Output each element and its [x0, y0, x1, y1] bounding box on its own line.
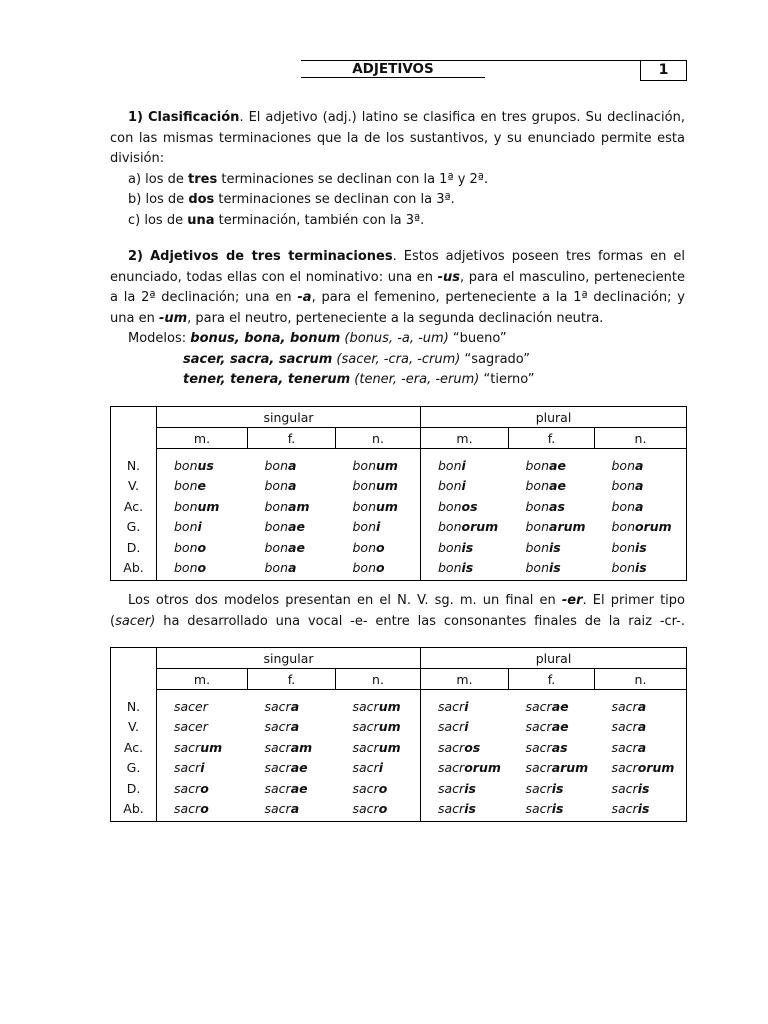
word-ending: um: [200, 739, 223, 755]
word-ending: o: [378, 801, 388, 817]
word-stem: bon: [264, 457, 289, 473]
word-stem: sacr: [174, 739, 201, 755]
word-stem: bon: [438, 457, 462, 473]
table-corner: [111, 407, 157, 449]
word-ending: um: [378, 739, 401, 755]
word-ending: a: [637, 719, 647, 735]
word-form: [421, 690, 509, 717]
word-form: [595, 717, 687, 738]
word-form: [248, 558, 336, 581]
word-ending: um: [376, 457, 398, 473]
word-stem: bon: [611, 457, 636, 473]
word-form: [157, 758, 248, 779]
gender-header: m.: [157, 669, 248, 690]
word-ending: a: [635, 498, 644, 514]
paragraph-line: división:: [110, 151, 165, 166]
word-ending: is: [635, 560, 647, 576]
word-ending: um: [197, 498, 220, 514]
word-ending: i: [461, 478, 466, 494]
word-ending: is: [464, 801, 476, 817]
word-ending: is: [549, 539, 561, 555]
word-stem: bon: [438, 478, 462, 494]
word-form: [595, 799, 687, 822]
word-form: [595, 690, 687, 717]
word-stem: sacr: [438, 780, 465, 796]
word-ending: as: [551, 739, 568, 755]
list-item: c) los de una terminación, también con la 3ª.: [128, 212, 425, 228]
word-form: [421, 737, 509, 758]
gender-header: n.: [595, 669, 687, 690]
word-ending: a: [290, 801, 300, 817]
word-ending: i: [197, 519, 202, 535]
word-stem: sacr: [352, 739, 379, 755]
word-ending: is: [461, 539, 474, 555]
word-ending: ae: [551, 719, 569, 735]
word-stem: bon: [352, 539, 377, 555]
word-form: [336, 690, 421, 717]
word-form: [157, 690, 248, 717]
word-form: [509, 778, 595, 799]
list-item: b) los de dos terminaciones se declinan con la 3ª.: [128, 192, 455, 207]
word-ending: um: [376, 498, 398, 514]
word-stem: sacr: [525, 780, 552, 796]
word-stem: sacr: [438, 698, 465, 714]
word-stem: bon: [525, 498, 550, 514]
word-stem: sacr: [525, 719, 552, 735]
word-form: [421, 449, 509, 476]
word-form: [248, 449, 336, 476]
word-form: [595, 517, 687, 538]
word-stem: sacr: [264, 760, 291, 776]
word-form: [157, 517, 248, 538]
word-stem: bon: [352, 478, 377, 494]
word-form: [509, 558, 595, 581]
word-form: [157, 558, 248, 581]
gender-header: m.: [157, 428, 248, 449]
word-stem: bon: [264, 478, 289, 494]
word-ending: i: [376, 519, 381, 535]
word-ending: is: [637, 780, 650, 796]
word-ending: o: [378, 780, 388, 796]
case-label: V.: [111, 717, 157, 738]
case-label: Ac.: [111, 737, 157, 758]
declension-table-bonus: [110, 406, 687, 581]
page-title: ADJETIVOS: [301, 62, 485, 78]
word-stem: sacr: [264, 739, 291, 755]
word-form: [336, 537, 421, 558]
gender-header: n.: [595, 428, 687, 449]
word-stem: sacer: [174, 719, 208, 735]
paragraph-otros-modelos: [110, 591, 685, 632]
gender-header: m.: [421, 669, 509, 690]
word-form: [595, 537, 687, 558]
word-form: [248, 717, 336, 738]
table-row: [111, 537, 687, 558]
word-stem: sacr: [438, 719, 465, 735]
word-ending: a: [288, 457, 297, 473]
singular-header: singular: [157, 648, 421, 669]
word-stem: bon: [174, 478, 198, 494]
word-form: [157, 537, 248, 558]
word-ending: ae: [290, 760, 308, 776]
word-ending: o: [200, 780, 209, 796]
table-corner: [111, 648, 157, 690]
word-form: [509, 690, 595, 717]
word-stem: bon: [352, 498, 377, 514]
word-ending: is: [549, 560, 561, 576]
word-stem: bon: [264, 560, 289, 576]
word-form: [421, 558, 509, 581]
case-label: D.: [111, 778, 157, 799]
paragraph-line: 2) Adjetivos de tres terminaciones. Estos adjetivos poseen tres formas en el: [128, 249, 685, 264]
word-ending: a: [637, 739, 647, 755]
word-ending: um: [378, 698, 401, 714]
word-form: [157, 799, 248, 822]
word-form: [595, 737, 687, 758]
word-stem: bon: [525, 560, 550, 576]
word-ending: orum: [461, 519, 499, 535]
word-ending: arum: [549, 519, 586, 535]
word-stem: sacr: [525, 739, 552, 755]
word-form: [336, 476, 421, 497]
table-row: [111, 717, 687, 738]
word-stem: bon: [174, 560, 198, 576]
word-stem: sacr: [174, 780, 201, 796]
paragraph-line: enunciado, todas ellas con el nominativo: una en -us, para el masculino, perteneciente: [110, 269, 685, 285]
gender-header: f.: [509, 669, 595, 690]
table-row: [111, 778, 687, 799]
paragraph-line: con las mismas terminaciones que la de los sustantivos, y su enunciado permite esta: [110, 130, 685, 146]
word-ending: o: [197, 539, 207, 555]
word-form: [248, 537, 336, 558]
model-line: tener, tenera, tenerum (tener, -era, -erum) “tierno”: [183, 372, 535, 387]
word-ending: am: [288, 498, 310, 514]
word-stem: sacr: [525, 760, 552, 776]
word-stem: sacr: [352, 698, 379, 714]
word-form: [595, 476, 687, 497]
singular-header: singular: [157, 407, 421, 428]
word-ending: i: [464, 698, 469, 714]
word-ending: o: [376, 539, 385, 555]
plural-header: plural: [421, 648, 687, 669]
word-form: [336, 799, 421, 822]
word-stem: bon: [525, 519, 550, 535]
word-form: [336, 737, 421, 758]
word-stem: sacr: [438, 739, 465, 755]
word-stem: bon: [438, 560, 462, 576]
table-row: [111, 476, 687, 497]
word-stem: sacr: [174, 760, 201, 776]
word-stem: sacr: [611, 719, 638, 735]
word-stem: bon: [174, 457, 198, 473]
section-heading: Clasificación: [148, 110, 240, 125]
word-stem: sacr: [174, 801, 201, 817]
word-form: [421, 799, 509, 822]
word-ending: o: [200, 801, 209, 817]
word-stem: sacr: [264, 801, 291, 817]
word-form: [595, 496, 687, 517]
word-form: [157, 476, 248, 497]
word-stem: sacr: [264, 698, 291, 714]
word-ending: os: [464, 739, 481, 755]
word-ending: is: [461, 560, 474, 576]
word-form: [421, 778, 509, 799]
word-form: [336, 558, 421, 581]
word-form: [421, 496, 509, 517]
word-ending: a: [290, 698, 300, 714]
word-form: [421, 476, 509, 497]
word-stem: bon: [264, 498, 289, 514]
word-stem: bon: [352, 560, 377, 576]
word-form: [595, 558, 687, 581]
gender-header: f.: [248, 669, 336, 690]
word-ending: i: [461, 457, 466, 473]
word-ending: ae: [288, 539, 305, 555]
list-item: a) los de tres terminaciones se declinan con la 1ª y 2ª.: [128, 171, 489, 187]
word-stem: sacr: [611, 801, 638, 817]
word-stem: sacr: [611, 760, 638, 776]
gender-header: n.: [336, 428, 421, 449]
word-form: [248, 799, 336, 822]
gender-header: n.: [336, 669, 421, 690]
case-label: N.: [111, 690, 157, 717]
word-stem: sacr: [525, 801, 552, 817]
table-row: [111, 737, 687, 758]
word-form: [336, 717, 421, 738]
word-form: [509, 496, 595, 517]
section-tres-terminaciones: [110, 247, 685, 391]
word-form: [509, 517, 595, 538]
word-form: [509, 799, 595, 822]
word-stem: sacr: [525, 698, 552, 714]
word-stem: bon: [611, 539, 636, 555]
paragraph-line: una en -um, para el neutro, perteneciente a la segunda declinación neutra.: [110, 310, 604, 326]
word-stem: bon: [352, 457, 377, 473]
word-ending: os: [461, 498, 478, 514]
word-stem: bon: [611, 498, 636, 514]
word-stem: sacr: [611, 698, 638, 714]
word-form: [336, 517, 421, 538]
word-stem: sacr: [352, 780, 379, 796]
word-ending: um: [378, 719, 401, 735]
word-stem: bon: [264, 539, 289, 555]
table-row: [111, 558, 687, 581]
model-line: sacer, sacra, sacrum (sacer, -cra, -crum) “sagrado”: [183, 351, 531, 367]
word-stem: bon: [611, 478, 636, 494]
word-ending: um: [376, 478, 398, 494]
word-form: [248, 758, 336, 779]
word-ending: ae: [551, 698, 569, 714]
word-form: [336, 496, 421, 517]
word-form: [509, 758, 595, 779]
word-stem: bon: [438, 498, 462, 514]
table-row: [111, 449, 687, 476]
table-row: [111, 517, 687, 538]
word-form: [421, 537, 509, 558]
table-row: [111, 496, 687, 517]
gender-header: m.: [421, 428, 509, 449]
word-stem: sacr: [352, 719, 379, 735]
case-label: D.: [111, 537, 157, 558]
word-form: [509, 717, 595, 738]
section-heading: Adjetivos de tres terminaciones: [150, 249, 393, 264]
word-ending: i: [200, 760, 205, 776]
case-label: Ac.: [111, 496, 157, 517]
word-stem: sacr: [438, 801, 465, 817]
word-form: [248, 517, 336, 538]
word-form: [248, 737, 336, 758]
word-stem: bon: [525, 539, 550, 555]
word-form: [248, 476, 336, 497]
word-stem: bon: [352, 519, 377, 535]
word-ending: arum: [551, 760, 589, 776]
plural-header: plural: [421, 407, 687, 428]
word-ending: ae: [549, 457, 566, 473]
word-form: [509, 449, 595, 476]
word-stem: sacr: [264, 719, 291, 735]
model-line: Modelos: bonus, bona, bonum (bonus, -a, -um) “bueno”: [128, 331, 507, 346]
word-form: [595, 778, 687, 799]
word-form: [509, 537, 595, 558]
word-ending: orum: [635, 519, 672, 535]
word-form: [336, 778, 421, 799]
table-row: [111, 799, 687, 822]
word-ending: e: [197, 478, 206, 494]
word-ending: a: [635, 457, 644, 473]
word-stem: sacer: [174, 698, 208, 714]
word-form: [595, 758, 687, 779]
case-label: Ab.: [111, 799, 157, 822]
word-form: [157, 496, 248, 517]
word-ending: is: [551, 780, 564, 796]
word-form: [595, 449, 687, 476]
word-stem: bon: [611, 560, 636, 576]
case-label: N.: [111, 449, 157, 476]
paragraph-line: (sacer) ha desarrollado una vocal -e- entre las consonantes finales de la raiz -cr-.: [110, 613, 685, 629]
word-ending: o: [197, 560, 207, 576]
table-row: [111, 690, 687, 717]
word-stem: bon: [438, 539, 462, 555]
section-clasificacion: [110, 108, 685, 231]
word-form: [157, 778, 248, 799]
word-stem: sacr: [611, 739, 638, 755]
word-stem: sacr: [611, 780, 638, 796]
paragraph-line: a la 2ª declinación; una en -a, para el femenino, perteneciente a la 1ª declinación; y: [110, 290, 686, 305]
word-form: [336, 449, 421, 476]
word-ending: a: [290, 719, 300, 735]
table-row: [111, 758, 687, 779]
gender-header: f.: [248, 428, 336, 449]
word-form: [421, 758, 509, 779]
word-stem: sacr: [438, 760, 465, 776]
paragraph-line: 1) Clasificación. El adjetivo (adj.) latino se clasifica en tres grupos. Su declinación,: [128, 110, 685, 125]
word-ending: o: [376, 560, 385, 576]
word-ending: is: [551, 801, 564, 817]
word-stem: bon: [174, 539, 198, 555]
word-stem: sacr: [264, 780, 291, 796]
word-ending: a: [288, 560, 297, 576]
word-stem: bon: [525, 457, 550, 473]
page-number-box: 1: [640, 60, 687, 81]
word-ending: ae: [290, 780, 308, 796]
word-stem: bon: [264, 519, 289, 535]
word-ending: as: [549, 498, 565, 514]
gender-header: f.: [509, 428, 595, 449]
word-form: [157, 717, 248, 738]
word-ending: us: [197, 457, 214, 473]
word-stem: bon: [611, 519, 636, 535]
word-stem: bon: [174, 519, 198, 535]
case-label: G.: [111, 758, 157, 779]
word-ending: a: [637, 698, 647, 714]
word-ending: ae: [549, 478, 566, 494]
word-stem: bon: [525, 478, 550, 494]
word-ending: a: [288, 478, 297, 494]
word-ending: is: [464, 780, 476, 796]
word-form: [157, 737, 248, 758]
word-form: [336, 758, 421, 779]
word-form: [248, 690, 336, 717]
word-stem: sacr: [352, 760, 379, 776]
word-ending: a: [635, 478, 644, 494]
case-label: G.: [111, 517, 157, 538]
word-stem: bon: [174, 498, 198, 514]
case-label: Ab.: [111, 558, 157, 581]
word-form: [157, 449, 248, 476]
word-ending: ae: [288, 519, 305, 535]
word-form: [421, 517, 509, 538]
word-form: [421, 717, 509, 738]
word-stem: bon: [438, 519, 462, 535]
word-ending: orum: [637, 760, 675, 776]
word-ending: orum: [464, 760, 501, 776]
word-form: [248, 496, 336, 517]
word-stem: sacr: [352, 801, 379, 817]
word-ending: i: [464, 719, 469, 735]
word-ending: i: [378, 760, 383, 776]
word-ending: is: [635, 539, 647, 555]
word-ending: is: [637, 801, 650, 817]
word-form: [248, 778, 336, 799]
declension-table-sacer: [110, 647, 687, 822]
case-label: V.: [111, 476, 157, 497]
word-form: [509, 476, 595, 497]
paragraph-line: Los otros dos modelos presentan en el N. V. sg. m. un final en -er. El primer tipo: [128, 593, 686, 608]
word-ending: am: [290, 739, 313, 755]
word-form: [509, 737, 595, 758]
